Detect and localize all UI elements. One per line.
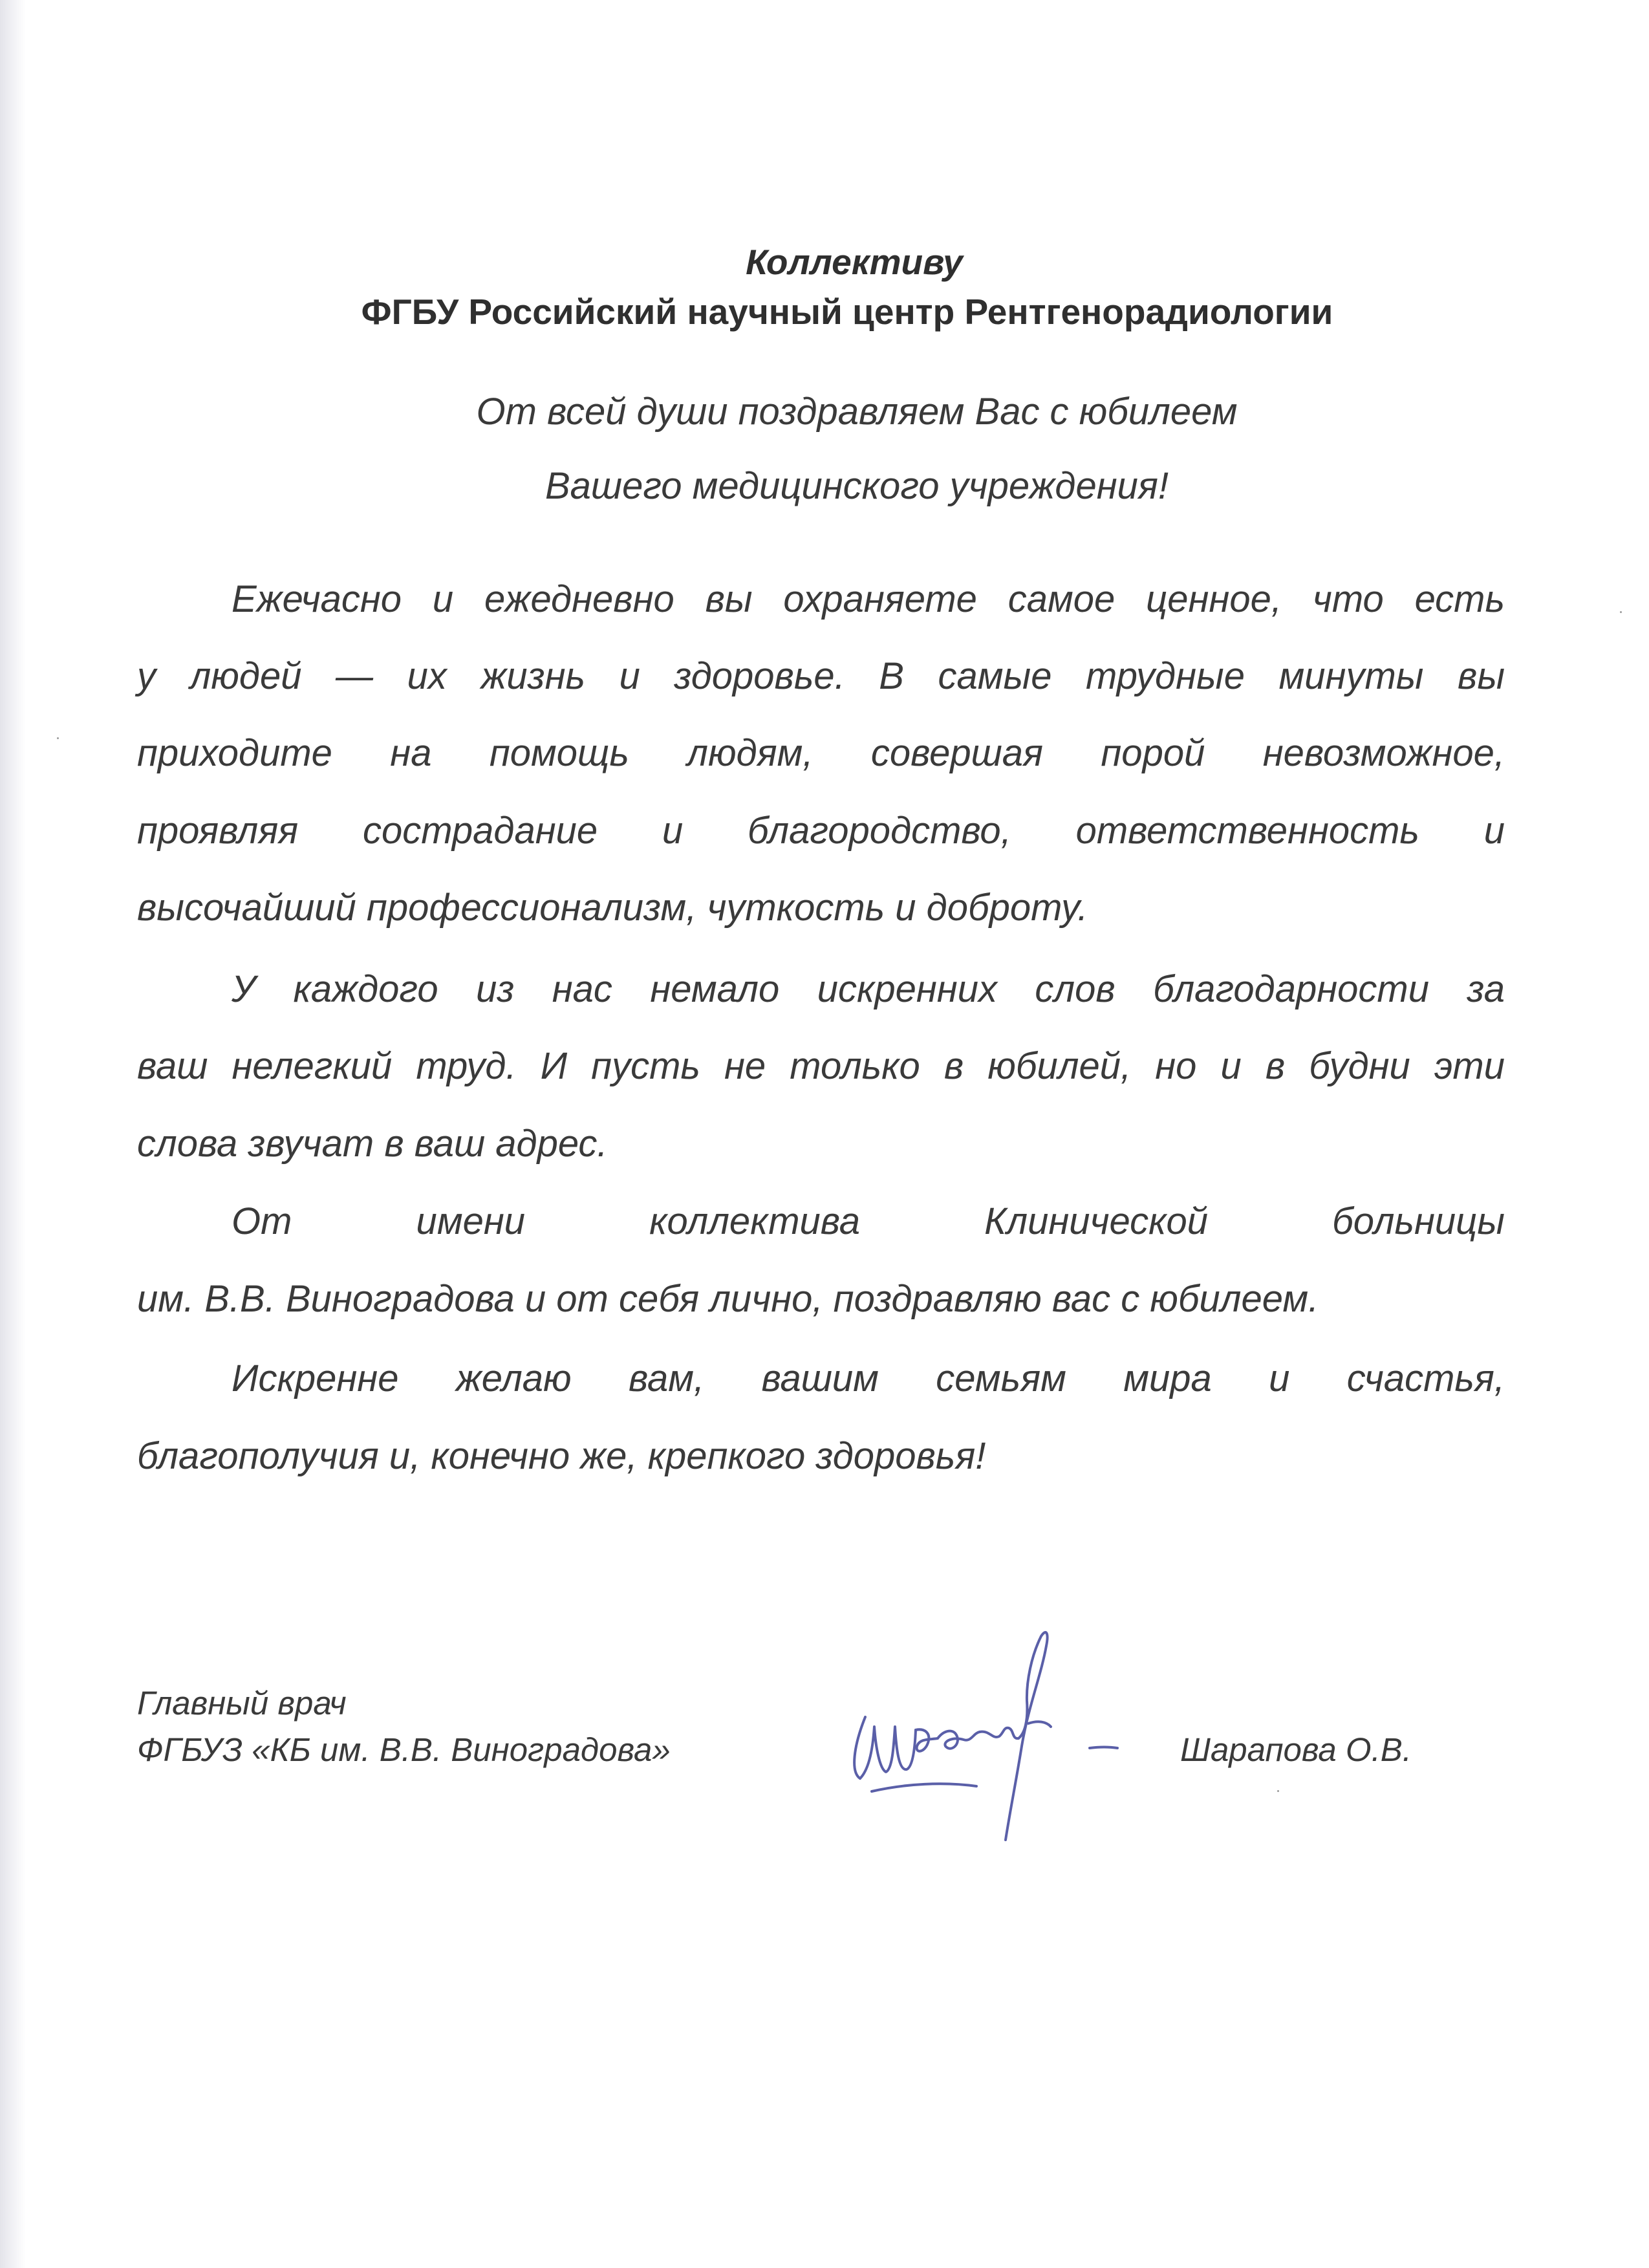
body-line: У каждого из нас немало искренних слов благодарности за [232, 968, 1505, 1010]
body-line: им. В.В. Виноградова и от себя лично, поздравляю вас с юбилеем. [137, 1278, 1319, 1320]
body-line: Искренне желаю вам, вашим семьям мира и счастья, [232, 1357, 1505, 1399]
body-line: благополучия и, конечно же, крепкого здоровья! [137, 1435, 986, 1477]
body-line: у людей — их жизнь и здоровье. В самые трудные минуты вы [137, 655, 1505, 697]
scan-speck [1277, 1790, 1279, 1792]
signatory-institution: ФГБУЗ «КБ им. В.В. Виноградова» [137, 1731, 671, 1768]
scan-speck [57, 737, 59, 739]
body-line: проявляя сострадание и благородство, ответственность и [137, 810, 1505, 852]
body-line: От имени коллектива Клинической больницы [232, 1200, 1505, 1242]
scan-edge-shadow [0, 0, 26, 2268]
body-line: Ежечасно и ежедневно вы охраняете самое ценное, что есть [232, 578, 1505, 620]
greeting-line: Вашего медицинского учреждения! [544, 465, 1169, 507]
scan-speck [1620, 611, 1622, 613]
signatory-position: Главный врач [137, 1685, 347, 1722]
body-line: слова звучат в ваш адрес. [137, 1123, 608, 1165]
body-line: приходите на помощь людям, совершая порой невозможное, [137, 732, 1505, 774]
organization-heading: ФГБУ Российский научный центр Рентгенорадиологии [361, 292, 1333, 332]
body-line: высочайший профессионализм, чуткость и доброту. [137, 887, 1088, 929]
signatory-name: Шарапова О.В. [1180, 1731, 1412, 1768]
greeting-line: От всей души поздравляем Вас с юбилеем [476, 391, 1238, 433]
body-line: ваш нелегкий труд. И пусть не только в юбилей, но и в будни эти [137, 1045, 1505, 1087]
handwritten-signature [834, 1617, 1170, 1863]
addressee-heading: Коллективу [746, 242, 963, 282]
